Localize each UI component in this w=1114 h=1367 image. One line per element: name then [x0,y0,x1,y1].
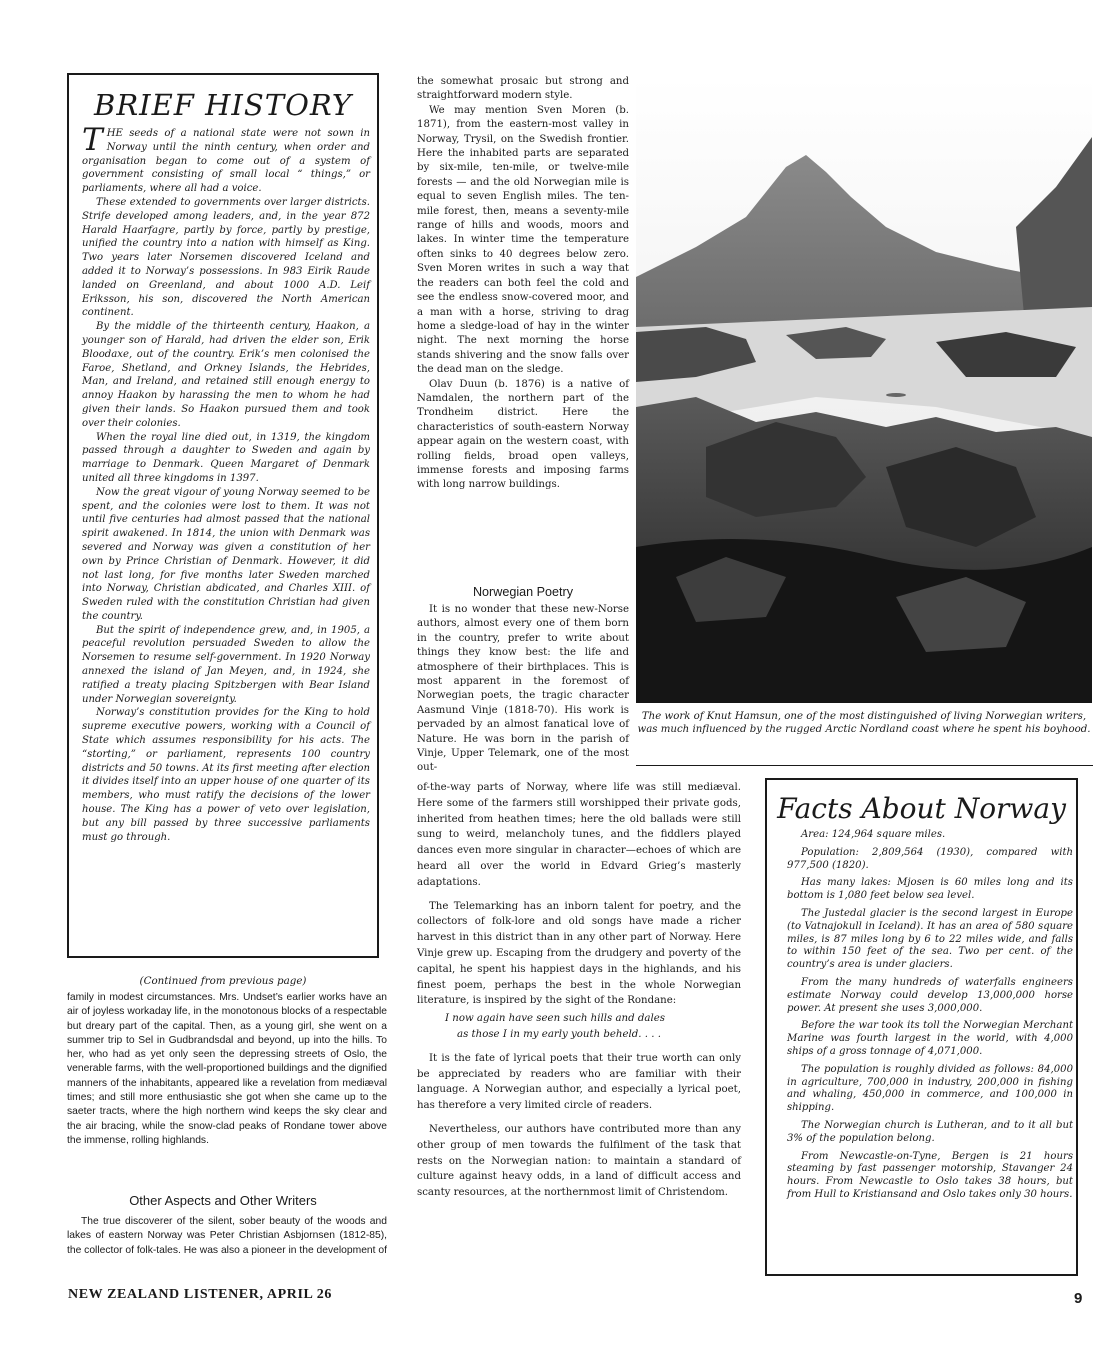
photo-caption: The work of Knut Hamsun, one of the most distinguished of living Norwegian writers, was much influenced by the rugged Arctic Nordland coast where he spent his boyhood. [637,711,1091,736]
history-paragraph: When the royal line died out, in 1319, the kingdom passed through a daughter to Sweden and again by marriage to Denmark. Queen Margaret of Denmark united all three kingdoms in 1397. [82,431,370,484]
article-middle-text [417,75,629,493]
article-paragraph: The true discoverer of the silent, sober beauty of the woods and lakes of eastern Norway was Peter Christian Asbjornsen (1812-85), the collector of folk-tales. He was also a pioneer in the development of [67,1216,387,1256]
fact-item: The Norwegian church is Lutheran, and to it all but 3% of the population belong. [787,1119,1073,1144]
continued-note: (Continued from previous page) [139,975,307,987]
masthead-footer: NEW ZEALAND LISTENER, APRIL 26 [68,1287,332,1302]
article-paragraph: It is the fate of lyrical poets that their true worth can only be appreciated by readers who are familiar with their language. A Norwegian author, and especially a lyrical poet, has therefore a very limited circle of readers. [417,1052,741,1112]
poem-line: as those I in my early youth beheld. . . . [457,1028,661,1040]
poem-line: I now again have seen such hills and dales [445,1013,665,1025]
history-paragraph: HE seeds of a national state were not sown in Norway until the ninth century, when order and organisation began to come out of a system of government consisting of small local “ things,” or parliaments, where all had a voice. [82,128,370,195]
fact-item: From the many hundreds of waterfalls engineers estimate Norway could develop 13,000,000 horse power. At present she uses 3,000,000. [787,976,1073,1014]
section-heading-other-writers: Other Aspects and Other Writers [129,1193,317,1208]
article-paragraph: The Telemarking has an inborn talent for poetry, and the collectors of folk-lore and old songs have made a richer harvest in this district than in any other part of Norway. Here Vinje grew up. Escaping from the drudgery and poverty of the capital, he spent his happiest days in the highlands, and his finest poem, perhaps the best in the whole Norwegian literature, is inspired by the sight of the Rondane: [417,900,741,1007]
article-paragraph: Olav Duun (b. 1876) is a native of Namdalen, the northern part of the Trondheim district. Here the characteristics of south-eastern Norway appear again on the western coast, with rolling fields, broad open valleys, immense forests and imposing farms with long narrow buildings. [417,378,629,491]
article-paragraph: Nevertheless, our authors have contributed more than any other group of men towards the fulfilment of the task that rests on the Norwegian nation: to maintain a standard of culture against heavy odds, in a land of difficult access and scanty resources, at the northernmost limit of Christendom. [417,1123,741,1199]
divider-rule [636,765,1093,766]
fact-item: The Justedal glacier is the second largest in Europe (to Vatnajokull in Iceland). It has an area of 580 square miles, is 87 miles long by 6 to 22 miles wide, and falls to within 150 feet of the sea. Two per cent. of the country’s area is under glaciers. [787,907,1073,971]
history-paragraph: Now the great vigour of young Norway seemed to be spent, and the colonies were lost to them. It was not until five centuries had almost passed that the national spirit awakened. In 1814, the union with Denmark was severed and Norway was given a constitution of her own by Prince Christian of Denmark. However, it did not last long, for five months later Sweden marched into Norway, Christian abdicated, and Charles XIII. of Sweden ruled with the constitution Christian had given the country. [82,486,370,622]
fact-item: The population is roughly divided as follows: 84,000 in agriculture, 700,000 in industry, 200,000 in fishing and whaling, 450,000 in commerce, and 100,000 in shipping. [787,1063,1073,1114]
fact-item: Has many lakes: Mjosen is 60 miles long and its bottom is 1,080 feet below sea level. [787,877,1073,902]
article-left-text [67,991,387,1148]
article-middle-text-2 [417,603,629,776]
article-wide-text [417,780,741,1201]
article-paragraph: family in modest circumstances. Mrs. Undset’s earlier works have an air of joyless workaday life, in the monotonous blocks of a respectable but dreary part of the capital. Then, as a young girl, she went on a summer trip to Sel in Gudbrandsdal and beyond, up into the hills. To her, who had as yet only seen the depressing streets of Oslo, the venerable farms, with the well-proportioned buildings and the dignified manners of the inhabitants, appeared like a revelation from mediæval times; and still more enthusiastic she got when she came up to the saeter tracts, where the high northern wind keeps the sky clear and the air bracing, while the snow-clad peaks of Rondane tower above the immense, rolling highlands. [67,992,387,1146]
nordland-coast-photo [636,77,1092,703]
fact-item: From Newcastle-on-Tyne, Bergen is 21 hours steaming by fast passenger motorship, Stavanger 24 hours. From Newcastle to Oslo takes 38 hours, but from Hull to Kristiansand and Oslo takes only 30 hours. [787,1150,1073,1200]
drop-cap: T [82,122,103,158]
history-paragraph: These extended to governments over larger districts. Strife developed among leaders, and, in the year 872 Harald Haarfagre, partly by force, partly by prestige, unified the country into a nation with himself as King. Two years later Norsemen discovered Iceland and added it to Norway’s possessions. In 983 Eirik Raude landed on Greenland, and about 1000 A.D. Leif Eriksson, his son, discovered the North American continent. [82,196,370,319]
facts-title: Facts About Norway [777,792,1066,825]
section-heading-poetry: Norwegian Poetry [472,585,574,599]
article-paragraph: It is no wonder that these new-Norse authors, almost every one of them born in the country, prefer to write about things they know best: the life and atmosphere of their birthplaces. This is most apparent in the foremost of Norwegian poets, the tragic character Aasmund Vinje (1818-70). His work is pervaded by an almost fanatical love of Nature. He was born in the parish of Vinje, Upper Telemark, one of the most out- [417,604,629,774]
history-paragraph: By the middle of the thirteenth century, Haakon, a younger son of Harald, had driven the elder son, Erik Bloodaxe, out of the country. Erik’s men colonised the Faroe, Shetland, and Orkney Islands, the Hebrides, Man, and Ireland, and retained still enough energy to annoy Haakon by harassing the men to whom he had given their lands. So Haakon pursued them and took over their colonies. [82,321,370,429]
article-paragraph: We may mention Sven Moren (b. 1871), from the eastern-most valley in Norway, Trysil, on the Swedish frontier. Here the inhabited parts are separated by six-mile, ten-mile, or twelve-mile forests — and the old Norwegian mile is equal to seven English miles. The ten-mile forest, then, means a seventy-mile range of hills and woods, moors and lakes. In winter time the temperature often sinks to 40 degrees below zero. Sven Moren writes in such a way that the readers can both feel the cold and see the endless snow-covered moor, and a man with a horse, striving to drag home a sledge-load of hay in the winter night. The next morning the horse stands shivering and the snow falls over the dead man on the sledge. [417,104,629,376]
article-paragraph: of-the-way parts of Norway, where life was still mediæval. Here some of the farmers still worshipped their private gods, inherited from heathen times; here the old ballads were still sung to weird, melancholy tunes, and the fiddlers played dances even more singular in character—echoes of which are heard all over the world in Edvard Grieg’s masterly adaptations. [417,782,741,888]
fact-item: Area: 124,964 square miles. [801,829,946,840]
article-left-text-2 [67,1215,387,1258]
page-number: 9 [1074,1290,1083,1307]
fact-item: Population: 2,809,564 (1930), compared with 977,500 (1820). [787,846,1073,871]
history-paragraph: But the spirit of independence grew, and, in 1905, a peaceful revolution persuaded Sweden to allow the Norsemen to resume self-government. In 1920 Norway annexed the island of Jan Meyen, and, in 1924, she ratified a treaty placing Spitzbergen with Bear Island under Norwegian sovereignty. [82,624,370,705]
brief-history-title: BRIEF HISTORY [94,88,352,122]
fact-item: Before the war took its toll the Norwegian Merchant Marine was fourth largest in the world, with 4,000 ships of a gross tonnage of 4,071,000. [787,1020,1073,1057]
history-paragraph: Norway’s constitution provides for the King to hold supreme executive powers, working with a Council of State which assumes responsibility for his acts. The “storting,” or parliament, represents 100 country districts and 50 towns. At its first meeting after election it divides itself into an upper house of one quarter of its members, who must ratify the decisions of the lower house. The King has a power of veto over legislation, but any bill passed by three successive parliaments must go through. [82,707,370,843]
article-paragraph: the somewhat prosaic but strong and straightforward modern style. [417,76,629,102]
facts-text [787,829,1073,1207]
brief-history-text [82,122,370,844]
